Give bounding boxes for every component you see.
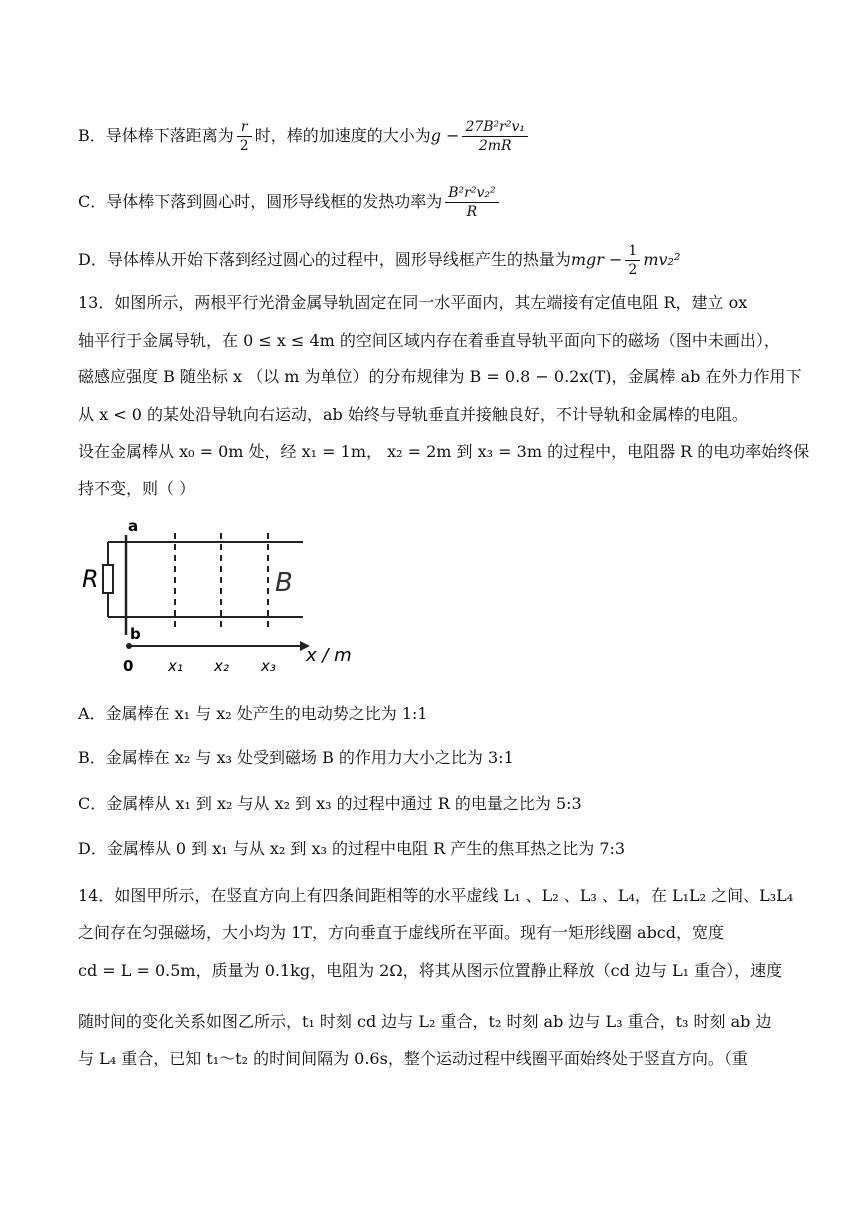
prev-option-c [78,184,788,221]
q13-line-1: 13．如图所示，两根平行光滑金属导轨固定在同一水平面内，其左端接有定值电阻 R，建立 ox [78,293,748,312]
label-x2: x₂ [214,657,229,675]
q13-line-6: 持不变，则（ ） [78,479,196,498]
prev-option-d-expr-post: mv₂² [643,250,681,269]
q13-option-b: B．金属棒在 x₂ 与 x₃ 处受到磁场 B 的作用力大小之比为 3:1 [78,748,514,767]
label-a: a [128,517,139,535]
fraction-half: $\frac{1}{2}$ [625,242,640,279]
label-R: R [82,565,99,593]
axis-label-x: x / m [306,645,352,666]
q13-line-3: 磁感应强度 B 随坐标 x （以 m 为单位）的分布规律为 B = 0.8 − 0.2x(T)，金属棒 ab 在外力作用下 [78,367,802,386]
prev-option-d [78,242,788,279]
prev-option-b-prefix: B．导体棒下落距离为 [78,126,234,145]
fraction-r-over-2: $\frac{r}{2}$ [237,118,252,155]
q13-line-5: 设在金属棒从 x₀ = 0m 处，经 x₁ = 1m， x₂ = 2m 到 x₃ = 3m 的过程中，电阻器 R 的电功率始终保 [78,442,810,461]
label-x1: x₁ [168,657,183,675]
q13-option-c: C．金属棒从 x₁ 到 x₂ 与从 x₂ 到 x₃ 的过程中通过 R 的电量之比为 5:3 [78,794,582,813]
prev-option-b-mid: 时，棒的加速度的大小为 [254,126,431,145]
origin-dot [126,643,132,649]
q14-line-1: 14．如图甲所示，在竖直方向上有四条间距相等的水平虚线 L₁ 、L₂ 、L₃ 、L₄，在 L₁L₂ 之间、L₃L₄ [78,886,794,905]
q14-line-2: 之间存在匀强磁场，大小均为 1T，方向垂直于虚线所在平面。现有一矩形线圈 abcd，宽度 [78,923,725,942]
label-B: B [275,568,293,598]
label-x3: x₃ [261,657,276,675]
q14-line-3: cd = L = 0.5m，质量为 0.1kg，电阻为 2Ω，将其从图示位置静止释放（cd 边与 L₁ 重合），速度 [78,961,783,980]
q13-line-4: 从 x < 0 的某处沿导轨向右运动，ab 始终与导轨垂直并接触良好，不计导轨和金属棒的电阻。 [78,405,748,424]
q13-option-d: D．金属棒从 0 到 x₁ 与从 x₂ 到 x₃ 的过程中电阻 R 产生的焦耳热之比为 7:3 [78,839,626,858]
q14-line-4: 随时间的变化关系如图乙所示，t₁ 时刻 cd 边与 L₂ 重合，t₂ 时刻 ab 边与 L₃ 重合，t₃ 时刻 ab 边 [78,1012,772,1031]
prev-option-d-expr: mgr − [570,250,623,269]
q13-option-a: A．金属棒在 x₁ 与 x₂ 处产生的电动势之比为 1:1 [78,704,428,723]
prev-option-b [78,118,788,155]
resistor-symbol [103,565,113,593]
label-b: b [130,625,141,643]
prev-option-d-prefix: D．导体棒从开始下落到经过圆心的过程中，圆形导线框产生的热量为 [78,250,571,269]
fraction-power: $\frac{\text{B²r²v₂²}}{R}$ [445,184,498,221]
label-0: 0 [123,657,134,675]
q14-line-5: 与 L₄ 重合，已知 t₁～t₂ 的时间间隔为 0.6s，整个运动过程中线圈平面始终处于竖直方向。（重 [78,1049,748,1068]
fraction-acceleration: $\frac{\text{27B²r²v₁}}{2mR}$ [462,118,528,155]
prev-option-c-prefix: C．导体棒下落到圆心时，圆形导线框的发热功率为 [78,192,443,211]
prev-option-b-expr: g − [430,126,460,145]
q13-line-2: 轴平行于金属导轨，在 0 ≤ x ≤ 4m 的空间区域内存在着垂直导轨平面向下的磁场（图中未画出）， [78,331,780,350]
rail-circuit-figure [78,515,368,675]
